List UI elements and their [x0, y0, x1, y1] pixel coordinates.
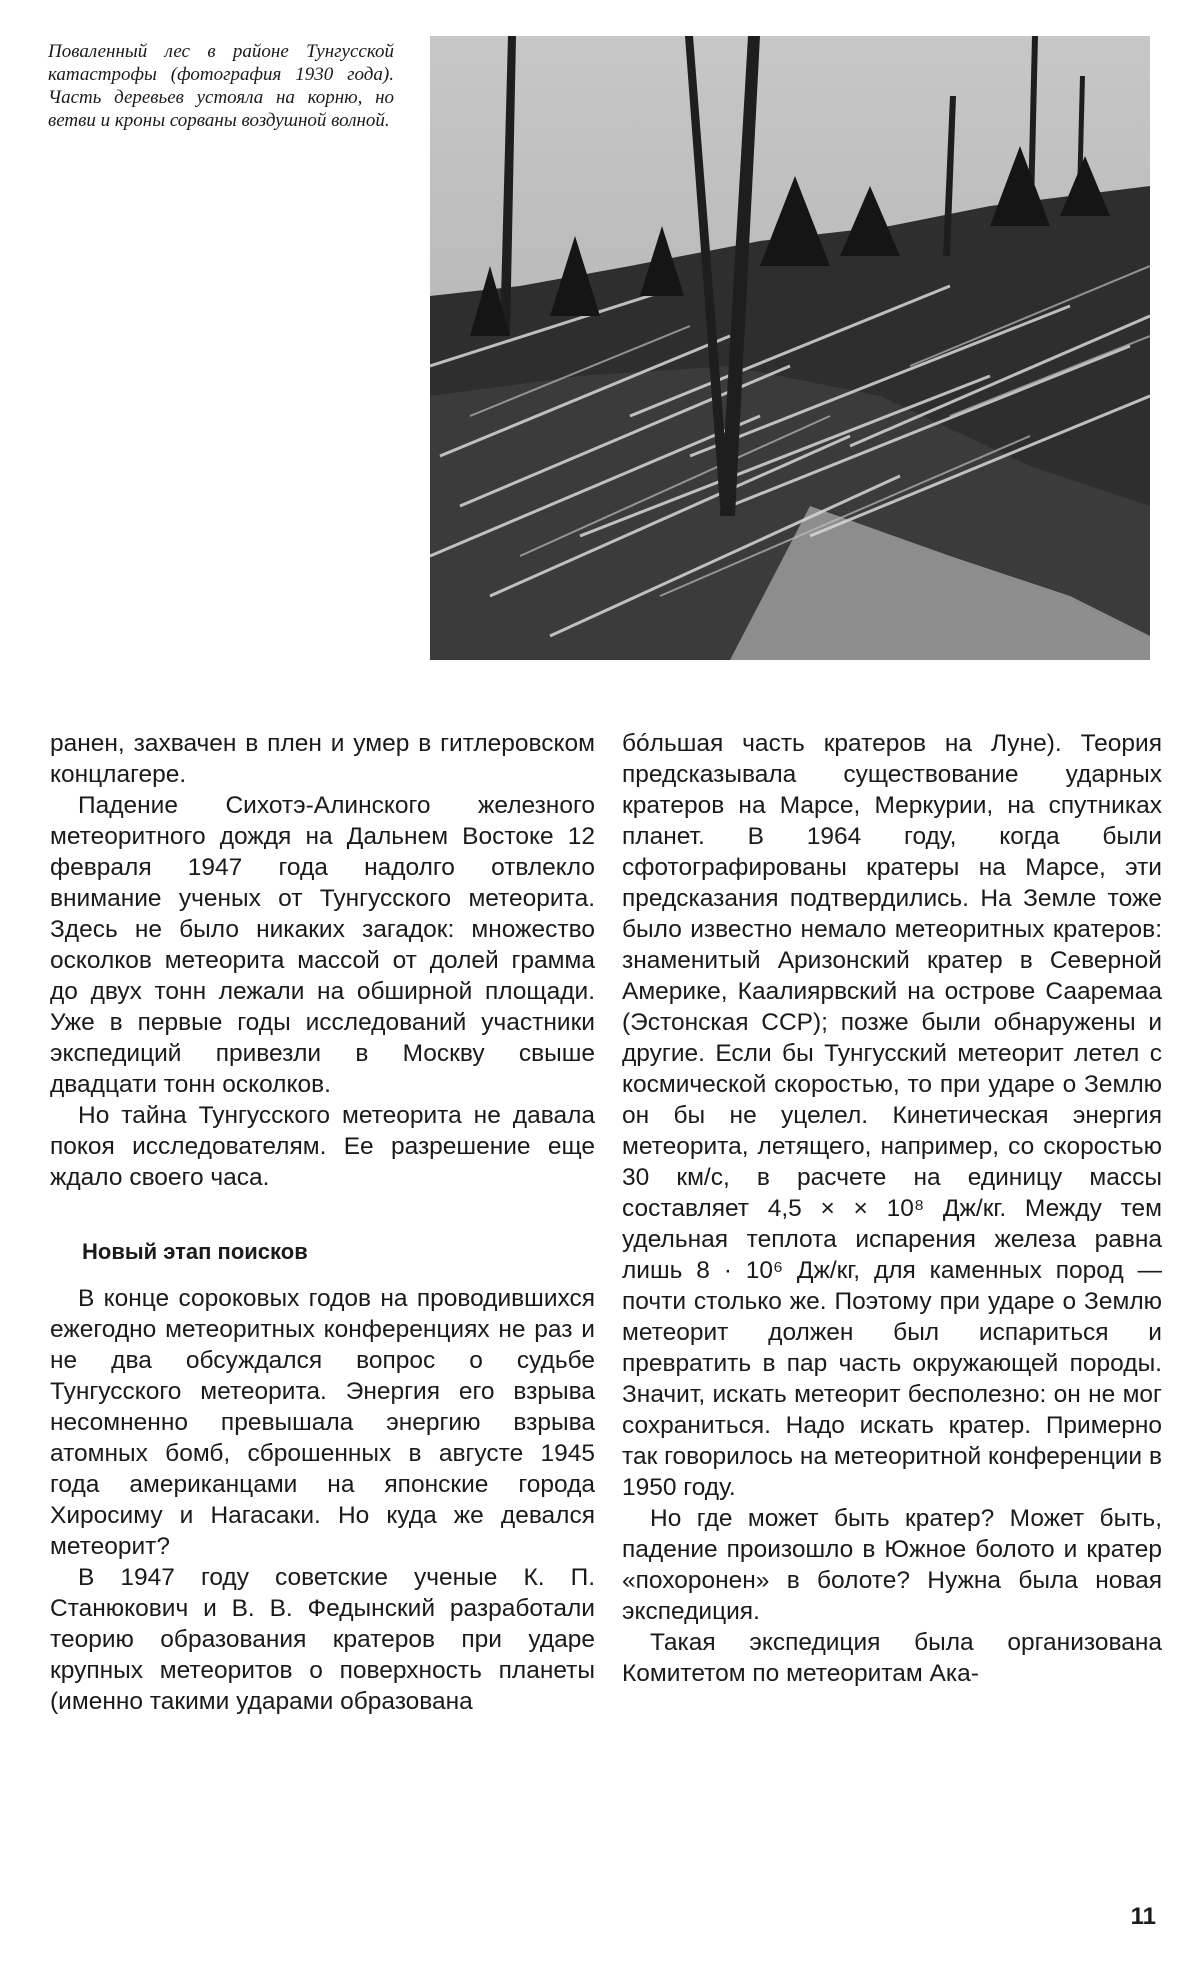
photo-illustration [430, 36, 1150, 660]
paragraph: Но где может быть кратер? Может быть, падение произошло в Южное болото и кратер «похоронен» в болоте? Нужна была новая экспедиция. [622, 1505, 1162, 1625]
paragraph: Такая экспедиция была организована Комитетом по метеоритам Ака- [622, 1629, 1162, 1687]
page-number: 11 [1130, 1903, 1156, 1930]
left-text-column [50, 728, 595, 1717]
fallen-forest-photo [430, 36, 1150, 660]
figure-caption: Поваленный лес в районе Тунгусской катастрофы (фотография 1930 года). Часть деревьев устояла на корню, но ветви и кроны сорваны воздушной волной. [48, 41, 394, 131]
paragraph: В конце сороковых годов на проводившихся ежегодно метеоритных конференциях не раз и не два обсуждался вопрос о судьбе Тунгусского метеорита. Энергия его взрыва несомненно превышала энергию взрыва атомных бомб, сброшенных в августе 1945 года американцами на японские города Хиросиму и Нагасаки. Но куда же девался метеорит? [50, 1285, 595, 1560]
right-text-column [622, 728, 1162, 1689]
paragraph: В 1947 году советские ученые К. П. Станюкович и В. В. Федынский разработали теорию образования кратеров при ударе крупных метеоритов о поверхность планеты (именно такими ударами образована [50, 1564, 595, 1715]
paragraph: бóльшая часть кратеров на Луне). Теория предсказывала существование ударных кратеров на Марсе, Меркурии, на спутниках планет. В 1964 году, когда были сфотографированы кратеры на Марсе, эти предсказания подтвердились. На Земле тоже было известно немало метеоритных кратеров: знаменитый Аризонский кратер в Северной Америке, Каалиярвский на острове Сааремаа (Эстонская ССР); позже были обнаружены и другие. Если бы Тунгусский метеорит летел с космической скоростью, то при ударе о Землю он бы не уцелел. Кинетическая энергия метеорита, летящего, например, со скоростью 30 км/с, в расчете на единицу массы составляет 4,5 × × 10⁸ Дж/кг. Между тем удельная теплота испарения железа равна лишь 8 · 10⁶ Дж/кг, для каменных пород — почти столько же. Поэтому при ударе о Землю метеорит должен был испариться и превратить в пар часть окружающей породы. Значит, искать метеорит бесполезно: он не мог сохраниться. Надо искать кратер. Примерно так говорилось на метеоритной конференции в 1950 году. [622, 730, 1162, 1501]
paragraph: ранен, захвачен в плен и умер в гитлеровском концлагере. [50, 730, 595, 788]
paragraph: Падение Сихотэ-Алинского железного метеоритного дождя на Дальнем Востоке 12 февраля 1947 года надолго отвлекло внимание ученых от Тунгусского метеорита. Здесь не было никаких загадок: множество осколков метеорита массой от долей грамма до двух тонн лежали на обширной площади. Уже в первые годы исследований участники экспедиций привезли в Москву свыше двадцати тонн осколков. [50, 792, 595, 1098]
paragraph: Но тайна Тунгусского метеорита не давала покоя исследователям. Ее разрешение еще ждало своего часа. [50, 1102, 595, 1191]
section-heading: Новый этап поисков [82, 1239, 308, 1264]
